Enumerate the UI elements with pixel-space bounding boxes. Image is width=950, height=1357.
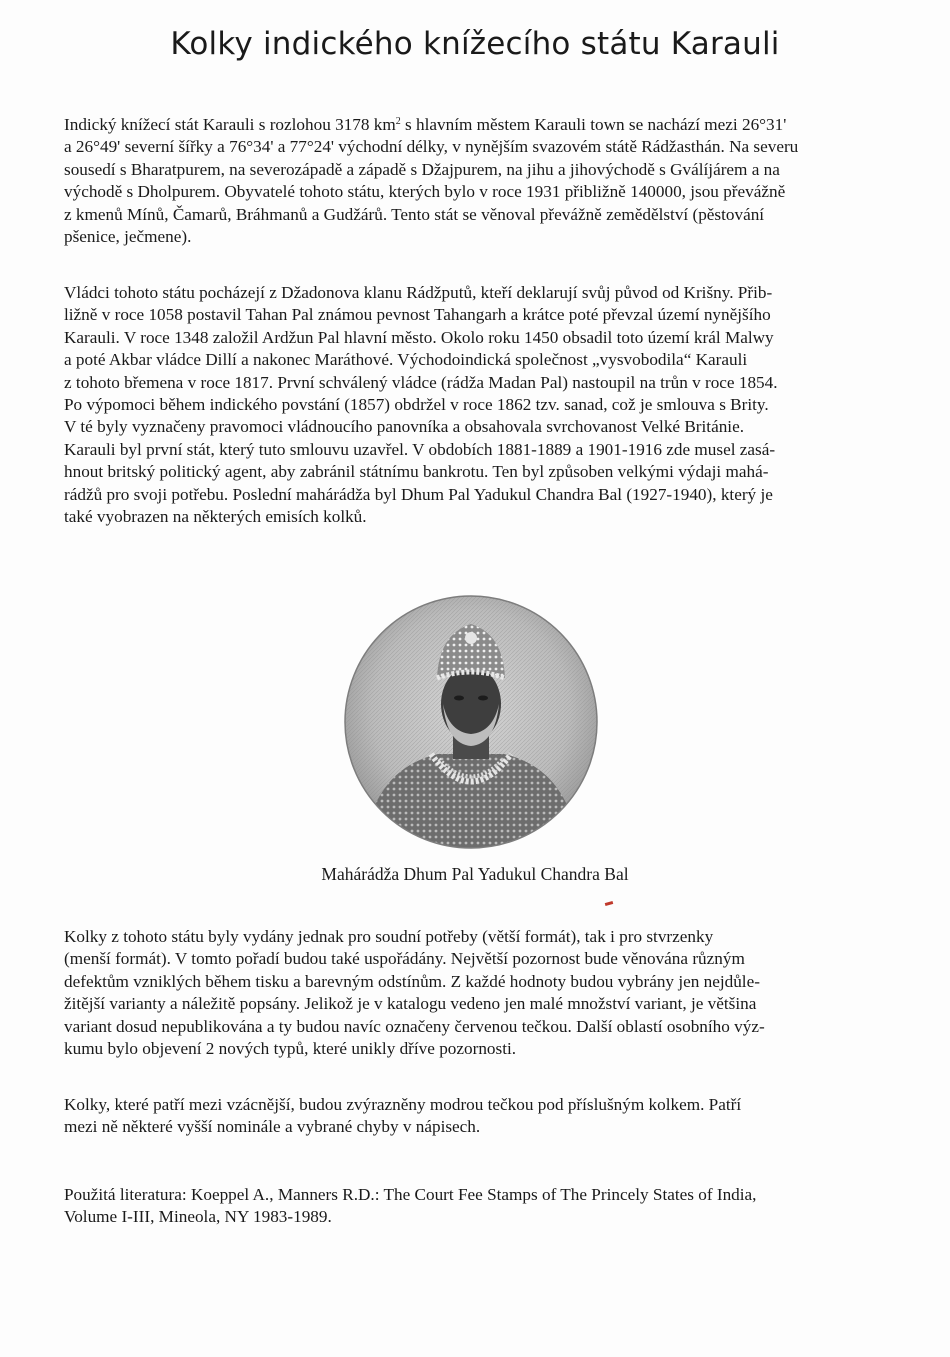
text-line: (menší formát). V tomto pořadí budou také uspořádány. Největší pozornost bude věnována různým bbox=[64, 949, 745, 969]
maharaja-portrait bbox=[343, 594, 599, 850]
text-line: Karauli. V roce 1348 založil Ardžun Pal hlavní město. Okolo roku 1450 obsadil toto území král Malwy bbox=[64, 327, 774, 347]
text-line: žitější varianty a náležitě popsány. Jelikož je v katalogu vedeno jen malé množství variant, je většina bbox=[64, 994, 757, 1014]
text-line: také vyobrazen na některých emisích kolků. bbox=[64, 507, 367, 527]
text-line: sousedí s Bharatpurem, na severozápadě a západě s Džajpurem, na jihu a jihovýchodě s Gválíjárem a na bbox=[64, 159, 780, 179]
text-line: Použitá literatura: Koeppel A., Manners R.D.: The Court Fee Stamps of The Princely States of India, bbox=[64, 1185, 757, 1204]
intro-paragraph bbox=[64, 114, 894, 248]
text-line: Kolky, které patří mezi vzácnější, budou zvýrazněny modrou tečkou pod příslušným kolkem. Patří bbox=[64, 1095, 742, 1114]
text-line: Vládci tohoto státu pocházejí z Džadonova klanu Rádžputů, kteří deklarují svůj původ od Krišny. Přib- bbox=[64, 283, 773, 302]
history-paragraph bbox=[64, 282, 894, 528]
text-line: Volume I-III, Mineola, NY 1983-1989. bbox=[64, 1207, 332, 1227]
text-line: východě s Dholpurem. Obyvatelé tohoto státu, kterých bylo v roce 1931 přibližně 140000, jsou převážně bbox=[64, 182, 786, 202]
text-line: ližně v roce 1058 postavil Tahan Pal známou pevnost Tahangarh a krátce poté převzal území nynějšího bbox=[64, 305, 771, 325]
text-line: variant dosud nepublikována a ty budou navíc označeny červenou tečkou. Další oblastí osobního výz- bbox=[64, 1016, 765, 1036]
text-line: pšenice, ječmene). bbox=[64, 227, 192, 247]
page-title: Kolky indického knížecího státu Karauli bbox=[170, 26, 780, 62]
text-line: defektům vzniklých během tisku a barevným odstínům. Z každé hodnoty budou vybrány jen nejdůle- bbox=[64, 971, 760, 991]
text-line: mezi ně některé vyšší nominále a vybrané chyby v nápisech. bbox=[64, 1117, 481, 1137]
text-line: Po výpomoci během indického povstání (1857) obdržel v roce 1862 tzv. sanad, což je smlouva s Brity. bbox=[64, 395, 769, 415]
portrait-caption: Mahárádža Dhum Pal Yadukul Chandra Bal bbox=[321, 864, 629, 884]
literature-paragraph bbox=[64, 1184, 894, 1229]
text-line: kumu bylo objevení 2 nových typů, které unikly dříve pozornosti. bbox=[64, 1039, 517, 1059]
text-line: a 26°49' severní šířky a 76°34' a 77°24' východní délky, v nynějším svazovém státě Rádžasthán. Na severu bbox=[64, 137, 799, 157]
stamps-paragraph bbox=[64, 926, 894, 1060]
text-line: V té byly vyznačeny pravomoci vládnoucího panovníka a obsahovala svrchovanost Velké Británie. bbox=[64, 417, 744, 437]
text-line: Indický knížecí stát Karauli s rozlohou 3178 $km^2$ s hlavním městem Karauli town se nachází mezi 26°31' bbox=[64, 115, 787, 134]
rare-stamps-paragraph bbox=[64, 1094, 894, 1139]
red-mark bbox=[605, 901, 614, 906]
text-line: a poté Akbar vládce Dillí a nakonec Maráthové. Východoindická společnost „vysvobodila“ Karauli bbox=[64, 350, 748, 370]
text-line: z kmenů Mínů, Čamarů, Bráhmanů a Gudžárů. Tento stát se věnoval převážně zemědělství (pěstování bbox=[64, 204, 765, 224]
text-line: rádžů pro svoji potřebu. Poslední mahárádža byl Dhum Pal Yadukul Chandra Bal (1927-1940), který je bbox=[64, 484, 773, 504]
text-line: hnout britský politický agent, aby zabránil státnímu bankrotu. Ten byl způsoben velkými výdaji mahá- bbox=[64, 462, 769, 482]
text-line: z tohoto břemena v roce 1817. První schválený vládce (rádža Madan Pal) nastoupil na trůn v roce 1854. bbox=[64, 372, 778, 392]
text-line: Kolky z tohoto státu byly vydány jednak pro soudní potřeby (větší formát), tak i pro stvrzenky bbox=[64, 927, 714, 946]
text-line: Karauli byl první stát, který tuto smlouvu uzavřel. V obdobích 1881-1889 a 1901-1916 zde musel zasá- bbox=[64, 439, 776, 459]
